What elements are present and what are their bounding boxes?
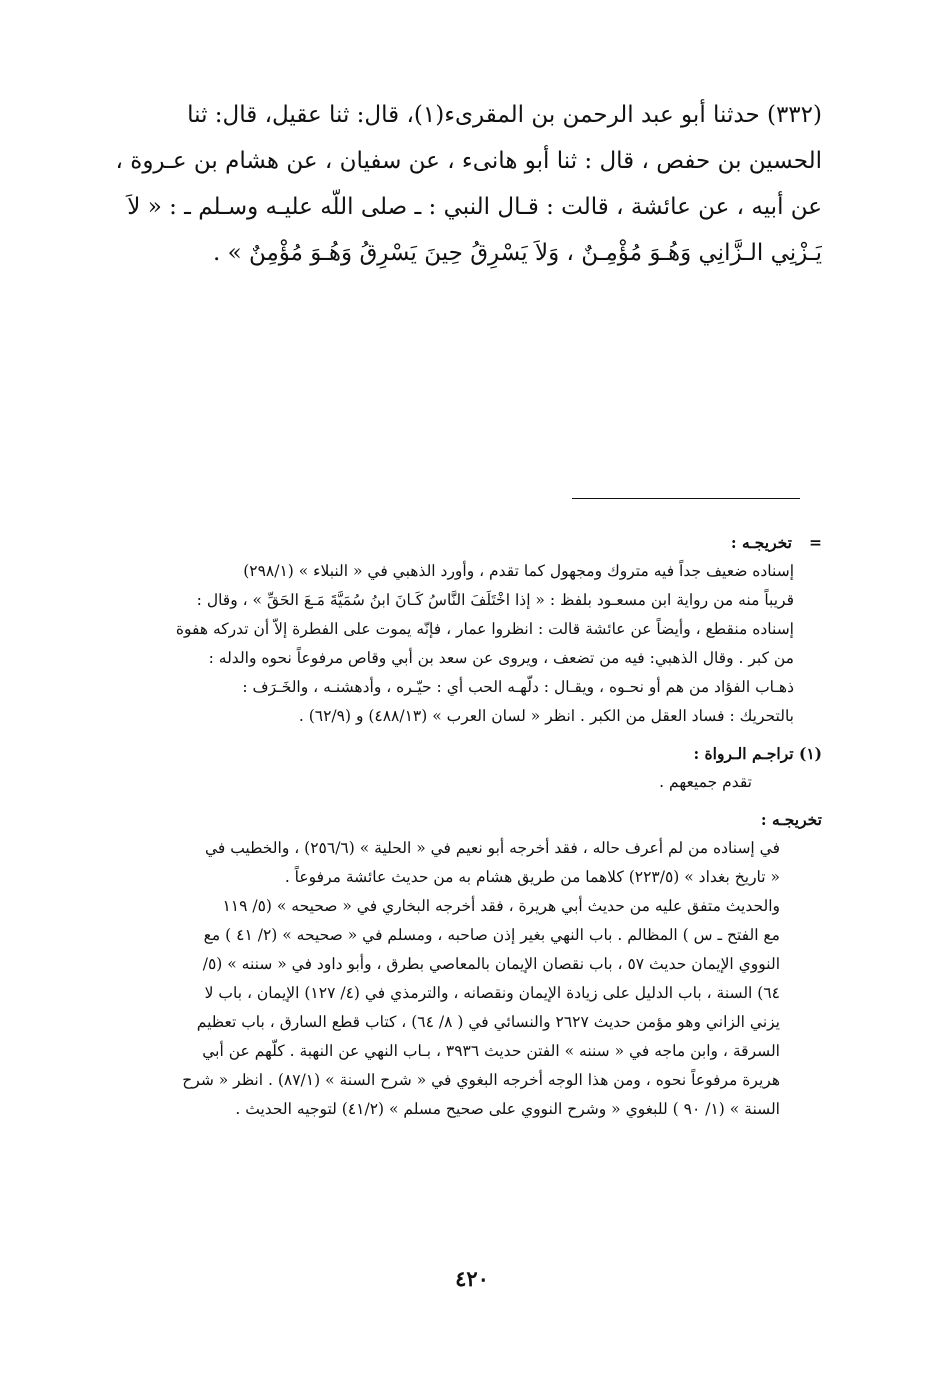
footnote-line: مع الفتح ـ س ) المظالم . باب النهي بغير إذن صاحبه ، ومسلم في « صحيحه » (٢/ ٤١ ) مع bbox=[203, 926, 780, 944]
hadith-line-2: الحسين بن حفص ، قال : ثنا أبو هانىء ، عن سفيان ، عن هشام بن عـروة ، bbox=[115, 148, 822, 174]
narrators-heading: (١) تراجـم الـرواة : bbox=[693, 744, 822, 763]
footnote-line: في إسناده من لم أعرف حاله ، فقد أخرجه أبو نعيم في « الحلية » (٢٥٦/٦) ، والخطيب في bbox=[204, 839, 780, 857]
page-number: ٤٢٠ bbox=[455, 1266, 489, 1291]
footnote-line: « تاريخ بغداد » (٢٢٣/٥) كلاهما من طريق هشام به من حديث عائشة مرفوعاً . bbox=[284, 868, 780, 886]
hadith-text bbox=[80, 92, 822, 276]
footnote-line: السنة » (١/ ٩٠ ) للبغوي « وشرح النووي على صحيح مسلم » (٤١/٢) لتوجيه الحديث . bbox=[235, 1100, 780, 1118]
footnote-line: بالتحريك : فساد العقل من الكبر . انظر « لسان العرب » (٤٨٨/١٣) و (٦٢/٩) . bbox=[298, 707, 794, 725]
footnote-separator bbox=[572, 498, 800, 499]
spacer bbox=[80, 797, 822, 805]
narrators-note: تقدم جميعهم . bbox=[659, 773, 752, 791]
hadith-line-3: عن أبيه ، عن عائشة ، قالت : قـال النبي : ـ صلى اللّه عليـه وسـلم ـ : « لاَ bbox=[127, 194, 822, 220]
takhrij-continued-paragraph bbox=[80, 557, 822, 731]
hadith-line-4: يَـزْنِي الـزَّانِي وَهُـوَ مُؤْمِـنٌ ، وَلاَ يَسْرِقُ حِينَ يَسْرِقُ وَهُـوَ مُؤْمِنٌ » . bbox=[212, 240, 822, 266]
footnote-line: السرقة ، وابن ماجه في « سننه » الفتن حديث ٣٩٣٦ ، بـاب النهي عن النهبة . كلّهم عن أبي bbox=[202, 1042, 780, 1060]
footnote-line: هريرة مرفوعاً نحوه ، ومن هذا الوجه أخرجه البغوي في « شرح السنة » (٨٧/١) . انظر « شرح bbox=[182, 1071, 780, 1089]
footnote-line: ذهـاب الفؤاد من هم أو نحـوه ، ويقـال : دلّهـه الحب أي : حيّـره ، وأدهشنـه ، والخَـرَف : bbox=[242, 678, 794, 696]
footnote-line: من كبر . وقال الذهبي: فيه من تضعف ، ويروى عن سعد بن أبي وقاص مرفوعاً نحوه والدله : bbox=[208, 649, 794, 667]
footnote-line: يزني الزاني وهو مؤمن حديث ٢٦٢٧ والنسائي في ( ٨/ ٦٤) ، كتاب قطع السارق ، باب تعظيم bbox=[196, 1013, 780, 1031]
takhrij-continued-heading bbox=[80, 528, 822, 557]
continuation-mark: = bbox=[809, 533, 822, 552]
takhrij-paragraph-2 bbox=[80, 892, 822, 1124]
takhrij-continued-heading-label: تخريجـه : bbox=[730, 533, 792, 552]
footnote-line: والحديث متفق عليه من حديث أبي هريرة ، فقد أخرجه البخاري في « صحيحه » (٥/ ١١٩ bbox=[222, 897, 780, 915]
takhrij-heading: تخريجـه : bbox=[760, 810, 822, 829]
takhrij-paragraph-1 bbox=[80, 834, 822, 892]
footnote-line: إسناده منقطع ، وأيضاً عن عائشة قالت : انظروا عمار ، فإنّه يموت على الفطرة إلاّ أن تدركه هفوة bbox=[175, 620, 794, 638]
footnotes-section bbox=[80, 528, 822, 1124]
hadith-line-1: (٣٣٢) حدثنا أبو عبد الرحمن بن المقرىء(١)، قال: ثنا عقيل، قال: ثنا bbox=[187, 102, 822, 128]
footnote-line: ٦٤) السنة ، باب الدليل على زيادة الإيمان ونقصانه ، والترمذي في (٤/ ١٢٧) الإيمان ، باب لا bbox=[204, 984, 780, 1002]
spacer bbox=[80, 731, 822, 739]
footnote-line: النووي الإيمان حديث ٥٧ ، باب نقصان الإيمان بالمعاصي بطرق ، وأبو داود في « سننه » (٥/ bbox=[202, 955, 780, 973]
footnote-line: قريباً منه من رواية ابن مسعـود بلفظ : « إذا اخْتَلَفَ النَّاسُ كَـانَ ابنُ سُمَيَّةَ مَـعَ الحَقِّ » ، وقال : bbox=[196, 591, 794, 609]
footnote-line: إسناده ضعيف جداً فيه متروك ومجهول كما تقدم ، وأورد الذهبي في « النبلاء » (٢٩٨/١) bbox=[243, 562, 794, 580]
